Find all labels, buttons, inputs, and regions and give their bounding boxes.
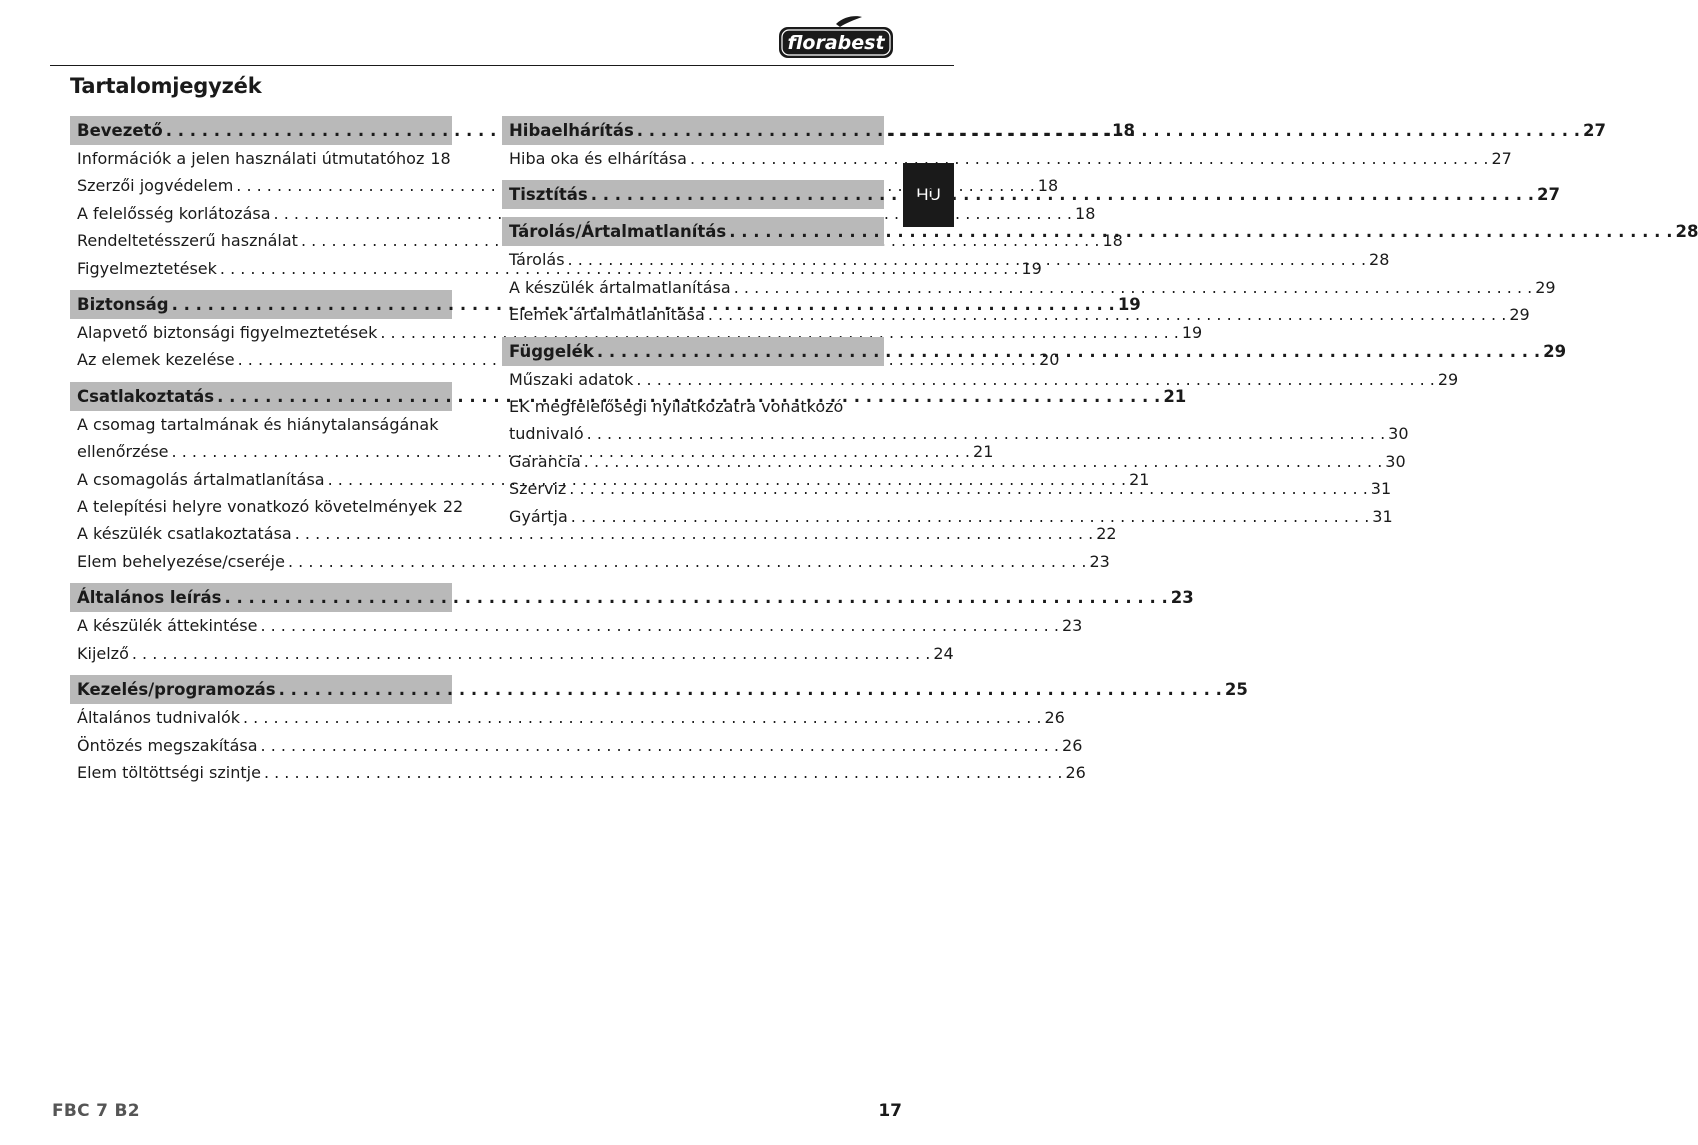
toc-entry-page: 30 [1385, 451, 1406, 471]
toc-entry-page: 29 [1437, 369, 1459, 389]
toc-entry[interactable] [502, 503, 1393, 530]
toc-section [70, 583, 1194, 667]
logo-leaf-icon [836, 16, 862, 27]
toc-entry-page: 30 [1388, 424, 1409, 444]
toc-leader-dots [591, 180, 1534, 209]
toc-section-title: Tisztítás [509, 185, 588, 205]
toc-entry-page: 31 [1372, 506, 1393, 526]
toc-section [70, 675, 1248, 786]
toc-entry[interactable] [70, 640, 954, 667]
toc-entry-continued[interactable] [502, 393, 884, 420]
toc-entry[interactable] [502, 366, 1459, 393]
language-tab: HU [903, 163, 954, 227]
toc-entry[interactable] [70, 493, 464, 520]
toc-section-title: Bevezető [77, 121, 163, 140]
toc-entry-page: 26 [1065, 762, 1086, 782]
toc-section-title: Függelék [509, 341, 594, 361]
toc-entry-label: Gyártja [509, 506, 568, 526]
toc-entry-page: 29 [1509, 305, 1530, 325]
toc-entry-page: 22 [442, 497, 464, 517]
toc-entry[interactable] [70, 520, 1117, 547]
toc-entry-page: 24 [933, 643, 954, 663]
toc-entry-page: 19 [1021, 258, 1042, 278]
toc-entry-page: 21 [1129, 469, 1150, 489]
toc-leader-dots [264, 759, 1063, 786]
toc-entry-label: Figyelmeztetések [77, 258, 217, 278]
toc-leader-dots [571, 503, 1370, 530]
header-rule [50, 65, 954, 66]
toc-entry-label: A készülék ártalmatlanítása [509, 277, 731, 297]
toc-entry-page: 26 [1062, 735, 1083, 755]
toc-entry[interactable] [70, 319, 1203, 346]
toc-leader-dots [729, 217, 1672, 246]
toc-leader-dots [243, 704, 1042, 731]
page-title: Tartalomjegyzék [70, 74, 262, 98]
footer-model: FBC 7 B2 [52, 1101, 140, 1121]
toc-entry-label: Információk a jelen használati útmutatóhoz [77, 149, 425, 168]
toc-entry-page: 29 [1535, 277, 1556, 297]
toc-entry-label: Az elemek kezelése [77, 350, 235, 370]
toc-entry-label: Alapvető biztonsági figyelmeztetések [77, 323, 378, 343]
toc-entry-label: Rendeltetésszerű használat [77, 231, 298, 251]
toc-entry[interactable] [70, 145, 452, 172]
toc-entry-page: 21 [973, 442, 994, 462]
toc-entry-continued[interactable] [70, 411, 452, 438]
toc-entry[interactable] [502, 420, 1409, 447]
toc-leader-dots [597, 337, 1540, 366]
toc-leader-dots [637, 116, 1580, 145]
toc-entry-label: Elemek ártalmatlanítása [509, 305, 705, 325]
toc-entry-label: A telepítési helyre vonatkozó követelmények [77, 497, 437, 517]
toc-entry-label: tudnivaló [509, 424, 584, 444]
toc-section-header[interactable] [70, 583, 1194, 612]
toc-entry-page: 22 [1096, 524, 1117, 544]
toc-entry[interactable] [70, 704, 1065, 731]
toc-section-page: 21 [1163, 386, 1187, 406]
toc-entry-label: Általános tudnivalók [77, 708, 240, 728]
toc-entry-page: 20 [1039, 350, 1060, 370]
toc-entry-label: Műszaki adatok [509, 369, 634, 389]
toc-section-title: Tárolás/Ártalmatlanítás [509, 222, 727, 242]
toc-section-page: 25 [1224, 680, 1248, 700]
toc-section-page: 19 [1117, 295, 1141, 315]
toc-entry-label: Hiba oka és elhárítása [509, 149, 687, 168]
toc-entry-page: 23 [1089, 551, 1110, 571]
toc-entry-page: 18 [1037, 176, 1059, 196]
toc-leader-dots [132, 640, 931, 667]
toc-entry[interactable] [70, 612, 1083, 639]
toc-entry-label: A készülék csatlakoztatása [77, 524, 292, 544]
toc-leader-dots [279, 675, 1222, 704]
toc-section-title: Csatlakoztatás [77, 386, 215, 406]
toc-entry[interactable] [502, 274, 1556, 301]
toc-entry-label: Elem töltöttségi szintje [77, 762, 261, 782]
toc-leader-dots [734, 274, 1533, 301]
toc-section-page: 23 [1170, 588, 1194, 608]
toc-section-title: Kezelés/programozás [77, 680, 276, 700]
toc-entry-page: 26 [1044, 708, 1065, 728]
toc-entry[interactable] [70, 732, 1083, 759]
toc-entry-page: 23 [1061, 616, 1083, 636]
toc-entry-label: Elem behelyezése/cseréje [77, 551, 285, 571]
toc-section-page: 27 [1536, 185, 1560, 205]
toc-section-title: Hibaelhárítás [509, 121, 634, 140]
toc-leader-dots [260, 612, 1059, 639]
toc-leader-dots [587, 420, 1386, 447]
toc-leader-dots [636, 366, 1435, 393]
toc-leader-dots [569, 475, 1368, 502]
toc-entry[interactable] [502, 145, 1512, 172]
toc-entry-page: 18 [1102, 231, 1123, 251]
toc-entry-label: A felelősség korlátozása [77, 203, 271, 223]
toc-entry-label: ellenőrzése [77, 442, 169, 462]
toc-section-page: 29 [1543, 341, 1567, 361]
toc-entry-page: 19 [1181, 323, 1203, 343]
toc-leader-dots [224, 583, 1167, 612]
toc-entry-label: Kijelző [77, 643, 129, 663]
logo-text: florabest [787, 32, 885, 54]
toc-entry-page: 18 [1075, 203, 1096, 223]
toc-entry-label: A csomagolás ártalmatlanítása [77, 469, 325, 489]
toc-section-page: 28 [1675, 222, 1698, 242]
toc-entry-label: A készülék áttekintése [77, 616, 258, 636]
toc-entry-label: Szerviz [509, 479, 567, 499]
toc-entry[interactable] [70, 200, 1096, 227]
toc-leader-dots [568, 246, 1367, 273]
toc-section-page: 27 [1583, 121, 1606, 140]
toc-entry-page: 27 [1491, 149, 1512, 168]
toc-section-page: 18 [1111, 121, 1135, 140]
toc-leader-dots [261, 732, 1060, 759]
toc-entry-label: Tárolás [509, 250, 565, 270]
toc-entry-page: 18 [430, 149, 451, 168]
florabest-logo [778, 14, 894, 60]
toc-entry-label: Öntözés megszakítása [77, 735, 258, 755]
toc-section-title: Biztonság [77, 295, 169, 315]
toc-entry-label: A csomag tartalmának és hiánytalanságának [77, 414, 439, 434]
toc-leader-dots [584, 448, 1383, 475]
toc-entry-label: Szerzői jogvédelem [77, 176, 234, 196]
toc-leader-dots [288, 548, 1087, 575]
toc-entry-label: EK megfelelőségi nyilatkozatra vonatkozó [509, 397, 844, 417]
toc-section-title: Általános leírás [77, 588, 222, 608]
toc-leader-dots [708, 301, 1507, 328]
toc-entry-page: 31 [1370, 479, 1392, 499]
toc-section-header[interactable] [70, 675, 1248, 704]
toc-entry-label: Garancia [509, 451, 581, 471]
toc-entry[interactable] [70, 548, 1110, 575]
toc-entry-page: 28 [1369, 250, 1390, 270]
footer-page-number: 17 [878, 1101, 902, 1121]
toc-entry[interactable] [70, 759, 1086, 786]
toc-leader-dots [690, 145, 1489, 172]
